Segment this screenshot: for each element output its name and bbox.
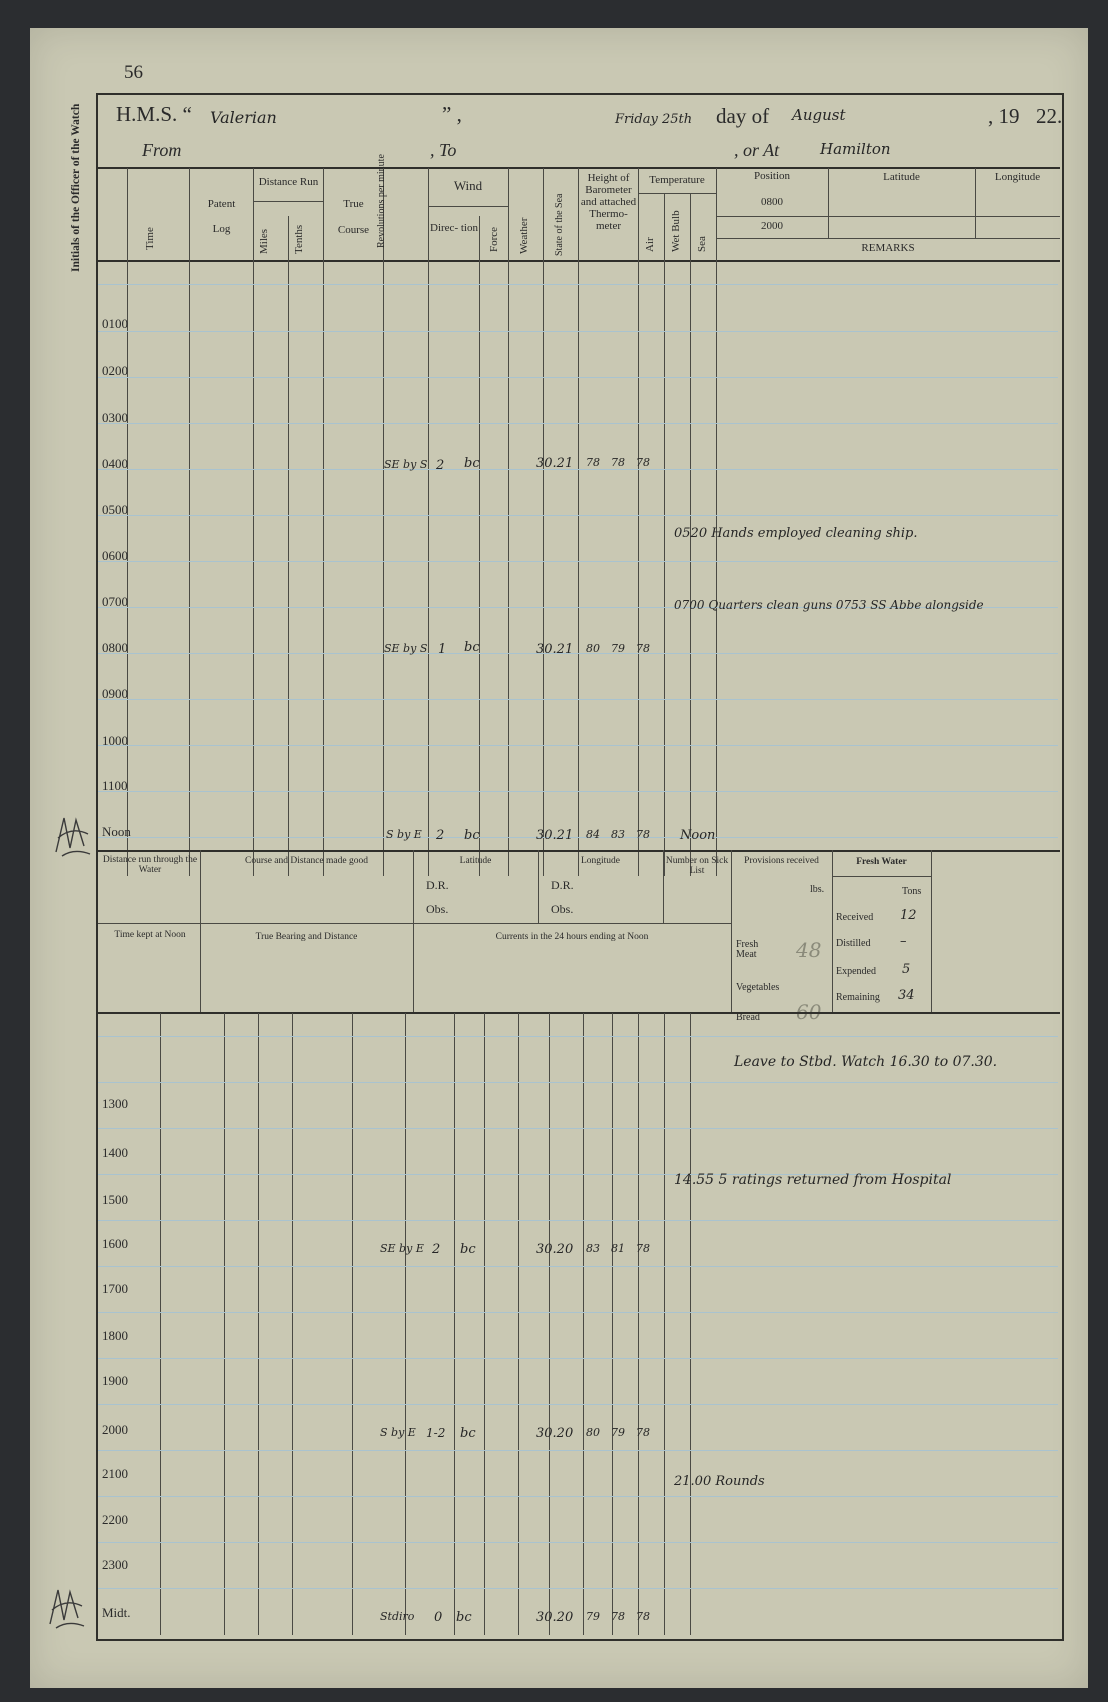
remark-0700: 0700 Quarters clean guns 0753 SS Abbe alongside [674,598,984,612]
weekday: Friday 25th [615,112,693,127]
expended-value: 5 [902,962,911,977]
baro-0400: 30.21 [536,456,574,471]
bread-label: Bread [736,1012,760,1023]
col-patent-1: Patent [207,198,236,210]
fresh-meat-label: Fresh Meat [736,939,759,960]
col-weather: Weather [518,217,530,254]
time-2300: 2300 [102,1557,128,1572]
air-midt: 79 [586,1610,600,1623]
col-barometer: Height of Barometer and attached Thermo- meter [580,172,637,232]
time-1300: 1300 [102,1096,128,1111]
col-temperature: Temperature [649,174,705,186]
time-midt: Midt. [102,1605,131,1620]
month: August [792,106,846,124]
or-at-label: , or At [734,140,780,160]
col-longitude: Longitude [994,171,1041,183]
year-suffix: 22. [1036,104,1063,128]
col-latitude: Latitude [883,171,920,183]
lon-obs: Obs. [551,902,574,916]
log-page [30,28,1088,1688]
dir-0400: SE by S [384,458,428,471]
provisions-header: Provisions received [744,856,819,866]
dir-midt: Stdiro [380,1610,415,1623]
time-0400: 0400 [102,456,128,471]
col-miles: Miles [258,228,270,254]
dir-1600: SE by E [380,1242,424,1255]
force-1600: 2 [432,1242,441,1257]
initials-signature-evening [44,1580,90,1634]
weather-1600: bc [460,1242,476,1257]
at-place: Hamilton [820,140,891,158]
noon-true-bearing: True Bearing and Distance [255,932,358,942]
air-1600: 83 [586,1242,600,1255]
from-label: From [142,140,182,160]
remark-noon: Noon [680,828,716,843]
wet-noon: 83 [611,828,625,841]
time-1100: 1100 [102,778,128,793]
col-distance-run: Distance Run [258,176,319,188]
hms-label: H.M.S. “ [116,102,192,126]
provisions-lbs: lbs. [810,884,825,895]
air-0400: 78 [586,456,600,469]
weather-0800: bc [464,640,480,655]
air-0800: 80 [586,642,600,655]
ship-name: Valerian [210,108,277,127]
col-position: Position [753,170,791,182]
page-number: 56 [124,62,143,83]
noon-currents: Currents in the 24 hours ending at Noon [495,932,649,942]
sea-2000: 78 [636,1426,650,1439]
remaining-value: 34 [898,988,915,1003]
col-force: Force [488,226,500,252]
sea-noon: 78 [636,828,650,841]
noon-time-kept: Time kept at Noon [114,930,186,940]
col-remarks: REMARKS [861,242,915,254]
time-1500: 1500 [102,1192,128,1207]
weather-0400: bc [464,456,480,471]
year-prefix: , 19 [988,104,1020,128]
wet-0400: 78 [611,456,625,469]
noon-course-distance: Course and Distance made good [245,856,368,866]
time-1800: 1800 [102,1328,128,1343]
col-true-course-1: True [343,198,364,210]
air-noon: 84 [586,828,600,841]
time-1400: 1400 [102,1145,128,1160]
time-2200: 2200 [102,1512,128,1527]
col-tenths: Tenths [293,224,305,254]
time-1900: 1900 [102,1373,128,1388]
col-time: Time [144,227,156,250]
expended-label: Expended [836,966,876,977]
remark-0520: 0520 Hands employed cleaning ship. [674,526,918,541]
noon-sick-list: Number on Sick List [665,856,729,876]
time-1600: 1600 [102,1236,128,1251]
force-midt: 0 [434,1610,443,1625]
baro-0800: 30.21 [536,642,574,657]
to-label: , To [430,140,457,160]
dir-2000: S by E [380,1426,416,1439]
time-0800: 0800 [102,640,128,655]
dir-0800: SE by S [384,642,428,655]
remaining-label: Remaining [836,992,880,1003]
time-0100: 0100 [102,316,128,331]
col-direction: Direc- tion [430,222,478,234]
fresh-water-header: Fresh Water [856,857,907,867]
col-air: Air [644,237,656,252]
fresh-meat-value: 48 [796,938,822,962]
weather-noon: bc [464,828,480,843]
dir-noon: S by E [386,828,422,841]
sea-0400: 78 [636,456,650,469]
baro-midt: 30.20 [536,1610,574,1625]
lat-dr: D.R. [426,878,449,892]
col-sea: Sea [696,236,708,252]
time-0200: 0200 [102,363,128,378]
time-2100: 2100 [102,1466,128,1481]
quote-close: ” , [442,102,462,126]
time-2000: 2000 [102,1422,128,1437]
log-table-frame [96,93,1064,1641]
sea-1600: 78 [636,1242,650,1255]
time-0700: 0700 [102,594,128,609]
time-0600: 0600 [102,548,128,563]
lon-dr: D.R. [551,878,574,892]
bread-value: 60 [796,1000,822,1024]
wet-1600: 81 [611,1242,625,1255]
time-1000: 1000 [102,733,128,748]
sea-midt: 78 [636,1610,650,1623]
distilled-label: Distilled [836,938,871,949]
sea-0800: 78 [636,642,650,655]
fresh-water-tons: Tons [902,886,922,897]
initials-signature-morning [50,808,96,862]
noon-latitude: Latitude [459,856,492,866]
officer-initials-label: Initials of the Officer of the Watch [70,103,82,272]
remark-leave: Leave to Stbd. Watch 16.30 to 07.30. [734,1054,998,1070]
noon-distance-run: Distance run through the Water [102,855,198,875]
air-2000: 80 [586,1426,600,1439]
remark-2100: 21.00 Rounds [674,1474,765,1489]
wet-midt: 78 [611,1610,625,1623]
remark-1455: 14.55 5 ratings returned from Hospital [674,1172,952,1188]
force-2000: 1-2 [426,1426,446,1440]
weather-2000: bc [460,1426,476,1441]
received-label: Received [836,912,874,923]
lat-obs: Obs. [426,902,449,916]
time-0300: 0300 [102,410,128,425]
pos-2000: 2000 [761,220,783,232]
received-value: 12 [900,908,917,923]
force-noon: 2 [436,828,445,843]
day-of-label: day of [716,104,770,128]
wet-2000: 79 [611,1426,625,1439]
col-state-of-sea: State of the Sea [554,193,565,256]
col-true-course-2: Course [337,224,370,236]
distilled-value: – [900,934,907,949]
time-0900: 0900 [102,686,128,701]
col-wet-bulb: Wet Bulb [670,210,682,252]
baro-2000: 30.20 [536,1426,574,1441]
time-1700: 1700 [102,1281,128,1296]
col-patent-2: Log [212,223,231,235]
time-noon: Noon [102,824,131,839]
noon-longitude: Longitude [580,856,621,866]
force-0800: 1 [438,642,447,657]
baro-noon: 30.21 [536,828,574,843]
time-0500: 0500 [102,502,128,517]
wet-0800: 79 [611,642,625,655]
force-0400: 2 [436,458,445,473]
weather-midt: bc [456,1610,472,1625]
col-revolutions: Revolutions per minute [376,154,387,248]
baro-1600: 30.20 [536,1242,574,1257]
vegetables-label: Vegetables [736,982,780,993]
pos-0800: 0800 [761,196,783,208]
col-wind: Wind [453,178,483,193]
